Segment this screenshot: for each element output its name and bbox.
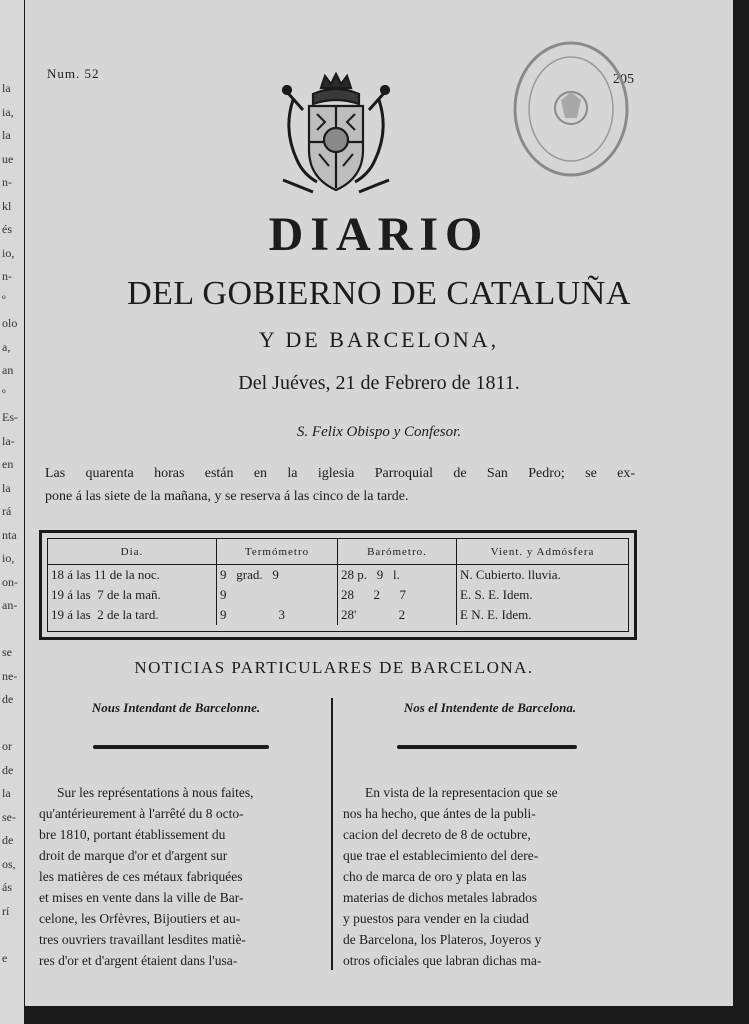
gutter-fragment: a, bbox=[2, 339, 11, 354]
issue-date: Del Juéves, 21 de Febrero de 1811. bbox=[238, 372, 520, 394]
newspaper-subtitle: DEL GOBIERNO DE CATALUÑA bbox=[127, 275, 631, 312]
weather-cell-thermometer: 9 3 bbox=[217, 605, 338, 625]
notice-line: Las quarenta horas están en la iglesia Parroquial de San Pedro; se ex- bbox=[45, 466, 635, 481]
article-line: res d'or et d'argent étaient dans l'usa- bbox=[39, 953, 238, 968]
gutter-fragment: º bbox=[2, 292, 6, 307]
gutter-fragment: rí bbox=[2, 903, 10, 918]
gutter-fragment: de bbox=[2, 762, 14, 777]
gutter-fragment: olo bbox=[2, 316, 18, 330]
article-line: tres ouvriers travaillant lesdites matiè- bbox=[39, 932, 246, 947]
issue-number: Num. 52 bbox=[47, 66, 100, 81]
gutter-fragment: la bbox=[2, 128, 11, 142]
weather-header-barometer: Barómetro. bbox=[338, 539, 457, 565]
gutter-fragment: on- bbox=[2, 574, 18, 589]
article-line: celone, les Orfèvres, Bijoutiers et au- bbox=[39, 911, 241, 926]
weather-row bbox=[48, 605, 628, 625]
saint-of-day: S. Felix Obispo y Confesor. bbox=[296, 424, 462, 440]
gutter-fragment: ás bbox=[2, 880, 12, 894]
newspaper-page bbox=[25, 0, 733, 1006]
gutter-fragment: és bbox=[2, 222, 12, 236]
gutter-fragment: se- bbox=[2, 809, 16, 824]
page-number: 205 bbox=[613, 72, 634, 87]
notice-line: pone á las siete de la mañana, y se reserva á las cinco de la tarde. bbox=[45, 489, 409, 504]
gutter-fragment: e bbox=[2, 950, 8, 965]
weather-cell-thermometer: 9 grad. 9 bbox=[217, 565, 338, 586]
gutter-fragment: Es- bbox=[2, 410, 18, 424]
article-line: cacion del decreto de 8 de octubre, bbox=[343, 827, 531, 842]
weather-header-day: Dia. bbox=[48, 539, 217, 565]
article-line: droit de marque d'or et d'argent sur bbox=[39, 848, 228, 863]
weather-cell-day: 19 á las 7 de la mañ. bbox=[48, 585, 217, 605]
article-line: nos ha hecho, que ántes de la publi- bbox=[343, 806, 536, 821]
article-line: materias de dichos metales labrados bbox=[343, 890, 538, 905]
gutter-fragment: io, bbox=[2, 245, 15, 260]
article-line: qu'antérieurement à l'arrêté du 8 octo- bbox=[39, 806, 244, 821]
article-line: les matières de ces métaux fabriquées bbox=[39, 869, 243, 884]
gutter-fragment: n- bbox=[2, 269, 12, 283]
article-line: En vista de la representacion que se bbox=[365, 785, 558, 800]
gutter-fragment: en bbox=[2, 457, 14, 471]
article-line: cho de marca de oro y plata en las bbox=[343, 869, 527, 884]
weather-cell-barometer: 28' 2 bbox=[338, 605, 457, 625]
library-stamp-icon bbox=[511, 38, 631, 180]
weather-cell-wind: E N. E. Idem. bbox=[460, 607, 532, 622]
column-divider bbox=[331, 698, 333, 970]
section-heading: NOTICIAS PARTICULARES DE BARCELONA. bbox=[134, 658, 534, 677]
weather-cell-barometer: 28 2 7 bbox=[338, 585, 457, 605]
royal-crest-icon bbox=[273, 70, 399, 202]
weather-table-frame bbox=[39, 530, 637, 640]
gutter-fragment: la- bbox=[2, 433, 15, 448]
article-line: otros oficiales que labran dichas ma- bbox=[343, 953, 542, 968]
article-line: de Barcelona, los Plateros, Joyeros y bbox=[343, 932, 542, 947]
gutter-fragment: an bbox=[2, 363, 14, 377]
left-column-rule bbox=[93, 745, 269, 749]
weather-cell-day: 18 á las 11 de la noc. bbox=[48, 565, 217, 586]
gutter-fragment: nta bbox=[2, 527, 17, 542]
newspaper-subtitle-city: Y DE BARCELONA, bbox=[258, 327, 500, 352]
gutter-fragment: ne- bbox=[2, 668, 18, 683]
gutter-fragment: kl bbox=[2, 198, 12, 213]
church-notice bbox=[45, 462, 635, 508]
gutter-fragment: ia, bbox=[2, 104, 14, 119]
gutter-fragment: n- bbox=[2, 175, 12, 189]
weather-header-thermometer: Termómetro bbox=[217, 539, 338, 565]
left-column-heading: Nous Intendant de Barcelonne. bbox=[91, 700, 261, 715]
weather-cell-wind: E. S. E. Idem. bbox=[460, 587, 533, 602]
gutter-fragment: º bbox=[2, 386, 6, 401]
weather-row bbox=[48, 585, 628, 605]
article-line: et mises en vente dans la ville de Bar- bbox=[39, 890, 244, 905]
gutter-fragment: rá bbox=[2, 504, 12, 518]
gutter-fragment: se bbox=[2, 645, 12, 659]
article-line: Sur les représentations à nous faites, bbox=[57, 785, 254, 800]
gutter-fragment: de bbox=[2, 833, 14, 847]
right-column-text bbox=[343, 782, 635, 971]
gutter-fragment: de bbox=[2, 692, 14, 706]
gutter-fragment: la bbox=[2, 81, 11, 95]
left-column-text bbox=[39, 782, 325, 971]
weather-cell-day: 19 á las 2 de la tard. bbox=[48, 605, 217, 625]
right-column-rule bbox=[397, 745, 577, 749]
gutter-fragment: la bbox=[2, 480, 11, 495]
newspaper-title: DIARIO bbox=[268, 208, 490, 261]
weather-cell-barometer: 28 p. 9 l. bbox=[338, 565, 457, 586]
gutter-fragment: os, bbox=[2, 856, 16, 871]
weather-table bbox=[48, 539, 628, 625]
weather-cell-thermometer: 9 bbox=[217, 585, 338, 605]
adjacent-page-margin bbox=[0, 0, 24, 1024]
weather-cell-wind: N. Cubierto. lluvia. bbox=[460, 567, 561, 582]
article-line: bre 1810, portant établissement du bbox=[39, 827, 226, 842]
gutter-fragment: or bbox=[2, 739, 12, 753]
weather-header-wind: Vient. y Admósfera bbox=[457, 539, 629, 565]
article-line: que trae el establecimiento del dere- bbox=[343, 848, 539, 863]
gutter-fragment: an- bbox=[2, 598, 18, 612]
right-column-heading: Nos el Intendente de Barcelona. bbox=[403, 700, 577, 715]
gutter-fragment: ue bbox=[2, 151, 14, 166]
gutter-fragment: la bbox=[2, 786, 11, 800]
gutter-fragment: io, bbox=[2, 551, 15, 565]
weather-row bbox=[48, 565, 628, 586]
article-line: y puestos para vender en la ciudad bbox=[343, 911, 529, 926]
